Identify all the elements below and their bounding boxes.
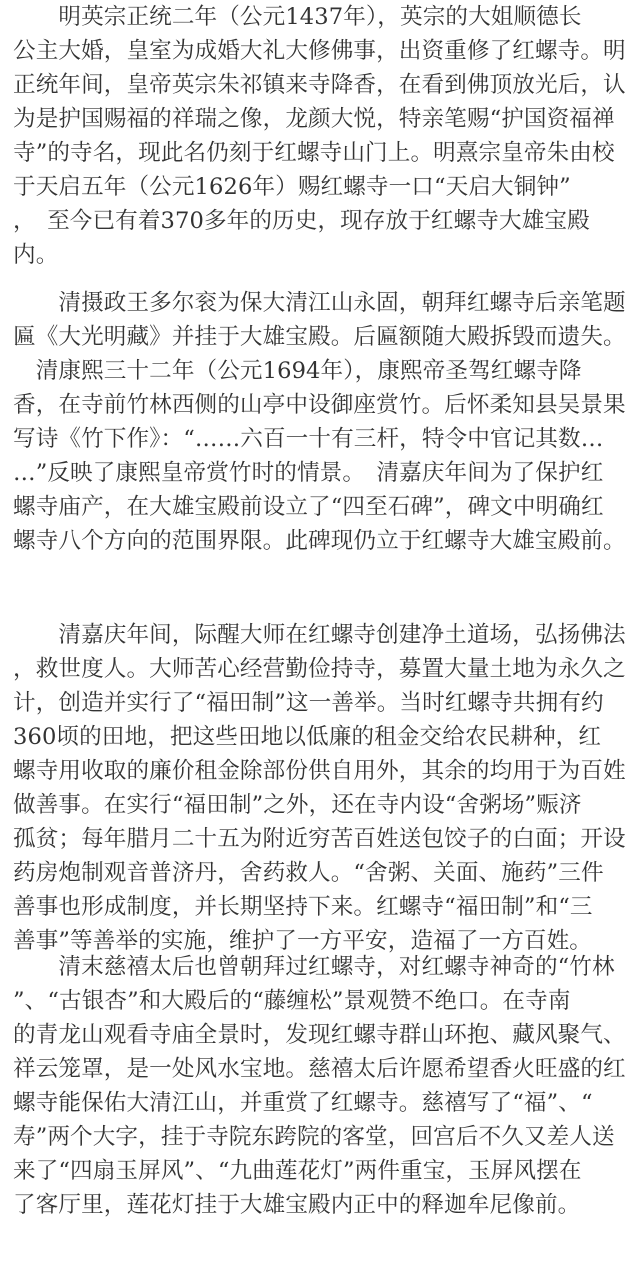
paragraph-line: 清摄政王多尔衮为保大清江山永固，朝拜红螺寺后亲笔题 xyxy=(13,290,626,316)
paragraph-line: 香，在寺前竹林西侧的山亭中设御座赏竹。后怀柔知县吴景果 xyxy=(13,392,626,418)
paragraph-line: 寺”的寺名，现此名仍刻于红螺寺山门上。明熹宗皇帝朱由校 xyxy=(13,140,615,166)
paragraph-line: ”、“古银杏”和大殿后的“藤缠松”景观赞不绝口。在寺南 xyxy=(13,988,571,1014)
paragraph-line: 公主大婚，皇室为成婚大礼大修佛事，出资重修了红螺寺。明 xyxy=(13,38,626,64)
paragraph-line: 寿”两个大字，挂于寺院东跨院的客堂，回宫后不久又差人送 xyxy=(13,1124,615,1150)
paragraph-line: 于天启五年（公元1626年）赐红螺寺一口“天启大铜钟” xyxy=(13,174,571,200)
paragraph-line: ，救世度人。大师苦心经营勤俭持寺，募置大量土地为永久之 xyxy=(13,656,626,682)
paragraph-line: 匾《大光明藏》并挂于大雄宝殿。后匾额随大殿拆毁而遗失。 xyxy=(13,324,626,350)
paragraph-line: 善事”等善举的实施，维护了一方平安，造福了一方百姓。 xyxy=(13,928,592,954)
paragraph-line: 内。 xyxy=(13,242,59,268)
paragraph-line: 清康熙三十二年（公元1694年），康熙帝圣驾红螺寺降 xyxy=(13,358,582,384)
paragraph-line: 善事也形成制度，并长期坚持下来。红螺寺“福田制”和“三 xyxy=(13,894,593,920)
paragraph-line: 螺寺用收取的廉价租金除部份供自用外，其余的均用于为百姓 xyxy=(13,758,626,784)
paragraph-line: 来了“四扇玉屏风”、“九曲莲花灯”两件重宝，玉屏风摆在 xyxy=(13,1158,582,1184)
paragraph-line: 祥云笼罩，是一处风水宝地。慈禧太后许愿希望香火旺盛的红 xyxy=(13,1056,626,1082)
paragraph-line: 明英宗正统二年（公元1437年），英宗的大姐顺德长 xyxy=(13,4,582,30)
paragraph-line: 写诗《竹下作》：“……六百一十有三杆，特令中官记其数… xyxy=(13,426,604,452)
paragraph-line: 清末慈禧太后也曾朝拜过红螺寺，对红螺寺神奇的“竹林 xyxy=(13,954,615,980)
paragraph-line: 正统年间，皇帝英宗朱祁镇来寺降香，在看到佛顶放光后，认 xyxy=(13,72,626,98)
paragraph-line: 360顷的田地，把这些田地以低廉的租金交给农民耕种，红 xyxy=(13,724,602,750)
paragraph-line: 做善事。在实行“福田制”之外，还在寺内设“舍粥场”赈济 xyxy=(13,792,582,818)
paragraph-line: 药房炮制观音普济丹，舍药救人。“舍粥、关面、施药”三件 xyxy=(13,860,604,886)
paragraph-line: 为是护国赐福的祥瑞之像，龙颜大悦，特亲笔赐“护国资福禅 xyxy=(13,106,615,132)
paragraph-line: …”反映了康熙皇帝赏竹时的情景。 清嘉庆年间为了保护红 xyxy=(13,460,604,486)
paragraph-line: 螺寺庙产，在大雄宝殿前设立了“四至石碑”，碑文中明确红 xyxy=(13,494,604,520)
paragraph-line: 了客厅里，莲花灯挂于大雄宝殿内正中的释迦牟尼像前。 xyxy=(13,1192,581,1218)
paragraph-line: 的青龙山观看寺庙全景时，发现红螺寺群山环抱、藏风聚气、 xyxy=(13,1022,626,1048)
paragraph-line: 计，创造并实行了“福田制”这一善举。当时红螺寺共拥有约 xyxy=(13,690,604,716)
paragraph-line: 螺寺八个方向的范围界限。此碑现仍立于红螺寺大雄宝殿前。 xyxy=(13,528,626,554)
paragraph-line: ， 至今已有着370多年的历史，现存放于红螺寺大雄宝殿 xyxy=(13,208,590,234)
paragraph-line: 清嘉庆年间，际醒大师在红螺寺创建净土道场，弘扬佛法 xyxy=(13,622,626,648)
paragraph-line: 孤贫；每年腊月二十五为附近穷苦百姓送包饺子的白面；开设 xyxy=(13,826,626,852)
paragraph-line: 螺寺能保佑大清江山，并重赏了红螺寺。慈禧写了“福”、“ xyxy=(13,1090,593,1116)
